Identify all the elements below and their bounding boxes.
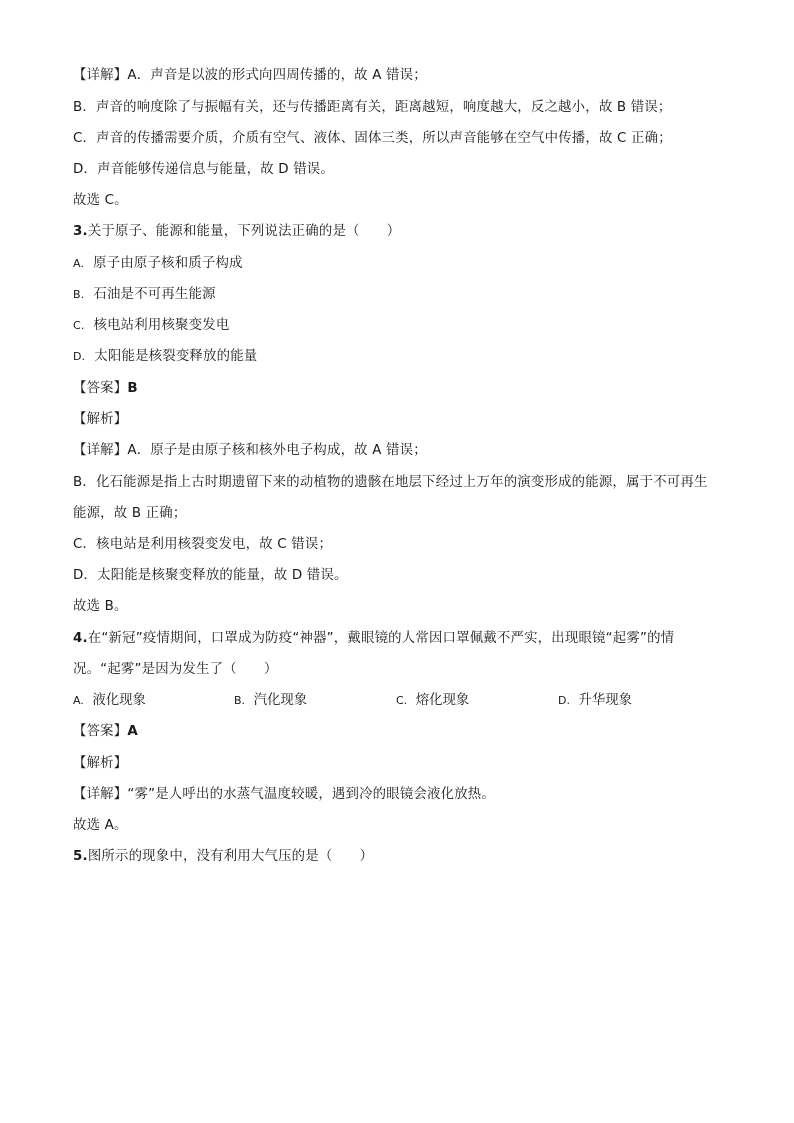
question-5-number: 5.: [73, 849, 88, 864]
option-letter: C.: [73, 319, 85, 332]
question-4-answer: [73, 722, 138, 742]
question-3-detail-1: 【详解】A．原子是由原子核和核外电子构成，故 A 错误；: [73, 443, 427, 458]
question-3-detail-4: C．核电站是利用核裂变发电，故 C 错误；: [73, 537, 333, 552]
question-5-stem: [73, 847, 373, 867]
question-3-option-b: [73, 285, 216, 305]
question-4-detail-1: 【详解】“雾”是人呼出的水蒸气温度较暖，遇到冷的眼镜会液化放热。: [73, 787, 495, 802]
question-4-options: [73, 691, 733, 711]
question-4-option-c: [396, 691, 469, 711]
option-letter: B.: [73, 288, 85, 301]
option-text: 升华现象: [578, 693, 633, 708]
question-3-number: 3.: [73, 224, 88, 239]
question-3-analysis-label: 【解析】: [73, 412, 128, 427]
question-4-stem-line-2: 况。“起雾”是因为发生了（ ）: [73, 662, 278, 677]
detail-line-q2-a: 【详解】A．声音是以波的形式向四周传播的，故 A 错误；: [73, 68, 427, 83]
option-letter: A.: [73, 257, 85, 270]
question-3-option-a: [73, 254, 243, 274]
question-5-text: 图所示的现象中，没有利用大气压的是（ ）: [87, 849, 374, 864]
question-4-option-b: [234, 691, 307, 711]
question-3-detail-2: B．化石能源是指上古时期遗留下来的动植物的遗骸在地层下经过上万年的演变形成的能源，属于不可再生: [73, 475, 708, 490]
question-4-stem-line-1: [73, 629, 674, 649]
question-4-number: 4.: [73, 631, 88, 646]
conclusion-q2: 故选 C。: [73, 193, 128, 208]
detail-line-q2-d: D．声音能够传递信息与能量，故 D 错误。: [73, 162, 334, 177]
question-4-option-d: [558, 691, 632, 711]
option-text: 原子由原子核和质子构成: [93, 256, 243, 271]
question-4-analysis-label: 【解析】: [73, 756, 128, 771]
question-4-conclusion: 故选 A。: [73, 818, 128, 833]
detail-line-q2-c: C．声音的传播需要介质，介质有空气、液体、固体三类，所以声音能够在空气中传播，故 C 正确；: [73, 131, 672, 146]
answer-value: B: [127, 381, 138, 396]
question-3-answer: [73, 379, 138, 399]
option-text: 液化现象: [92, 693, 146, 708]
option-letter: C.: [396, 694, 408, 707]
option-letter: D.: [73, 350, 86, 363]
option-text: 太阳能是核裂变释放的能量: [94, 349, 258, 364]
option-text: 石油是不可再生能源: [93, 287, 216, 302]
answer-value: A: [127, 724, 138, 739]
question-3-option-d: [73, 347, 257, 367]
option-text: 核电站利用核聚变发电: [93, 318, 230, 333]
option-letter: A.: [73, 694, 84, 707]
question-3-detail-3: 能源，故 B 正确；: [73, 506, 187, 521]
detail-line-q2-b: B．声音的响度除了与振幅有关，还与传播距离有关，距离越短，响度越大，反之越小，故 B 错误；: [73, 100, 672, 115]
option-letter: D.: [558, 694, 570, 707]
answer-label: 【答案】: [73, 724, 128, 739]
question-3-text: 关于原子、能源和能量，下列说法正确的是（ ）: [87, 224, 401, 239]
option-letter: B.: [234, 694, 246, 707]
question-3-detail-5: D．太阳能是核聚变释放的能量，故 D 错误。: [73, 568, 348, 583]
question-3-stem: [73, 222, 400, 242]
question-4-text: 在“新冠”疫情期间，口罩成为防疫“神器”，戴眼镜的人常因口罩佩戴不严实，出现眼镜“起雾”的情: [87, 631, 675, 646]
option-text: 熔化现象: [415, 693, 470, 708]
question-3-option-c: [73, 316, 229, 336]
answer-label: 【答案】: [73, 381, 128, 396]
question-3-conclusion: 故选 B。: [73, 599, 128, 614]
question-4-option-a: [73, 691, 146, 711]
option-text: 汽化现象: [253, 693, 308, 708]
